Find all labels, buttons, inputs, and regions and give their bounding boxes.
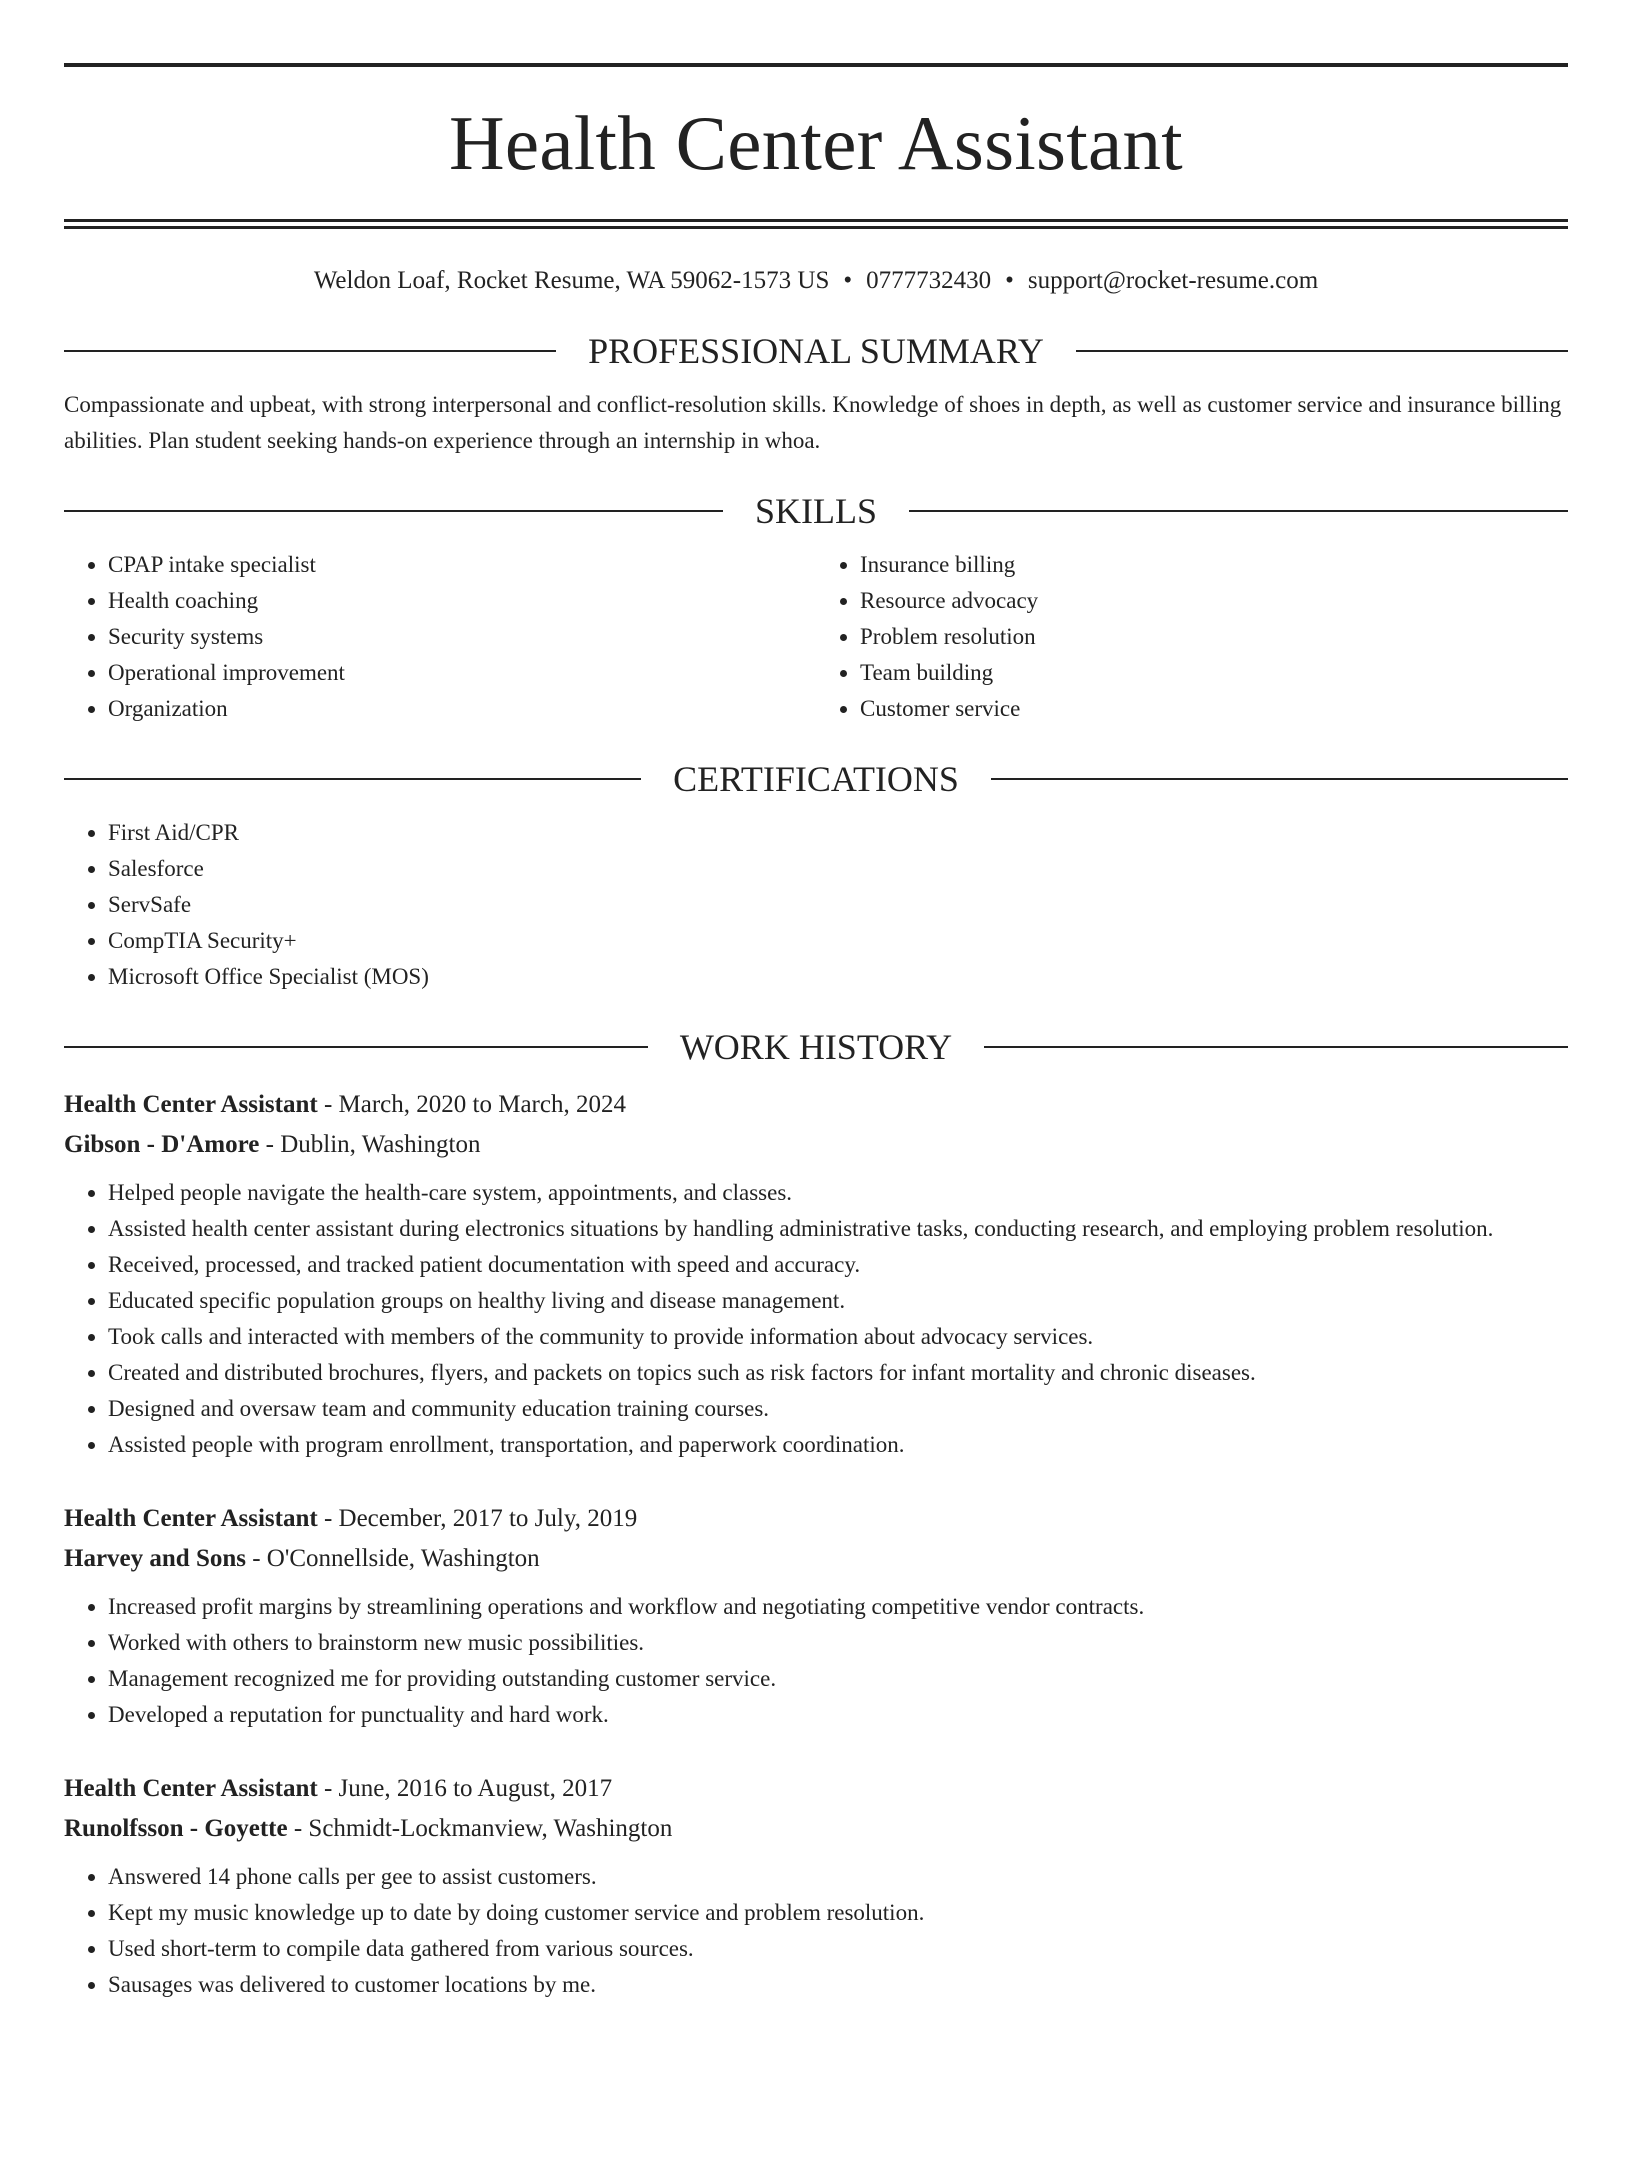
skill-item: • Team building	[860, 655, 1568, 691]
job-dates: - June, 2016 to August, 2017	[317, 1775, 613, 1802]
heading-rule-left	[64, 510, 723, 512]
job-company: Runolfsson - Goyette	[64, 1815, 288, 1842]
job-bullet: • Kept my music knowledge up to date by doing customer service and problem resolution.	[108, 1895, 1568, 1931]
job-bullets	[64, 1175, 1568, 1463]
heading-rule-right	[1076, 350, 1568, 352]
job-location: - Schmidt-Lockmanview, Washington	[287, 1815, 673, 1842]
job-company: Harvey and Sons	[64, 1545, 246, 1572]
skills-heading	[64, 489, 1568, 533]
job-company: Gibson - D'Amore	[64, 1131, 260, 1158]
job-title-line	[64, 1769, 1568, 1809]
skill-item: • Operational improvement	[108, 655, 816, 691]
work-history-heading-label: WORK HISTORY	[679, 1027, 953, 1067]
contact-address: Weldon Loaf, Rocket Resume, WA 59062-1573 US	[313, 267, 830, 294]
job-dates: - December, 2017 to July, 2019	[317, 1505, 638, 1532]
job-title: Health Center Assistant	[64, 1775, 318, 1802]
job-bullet: • Sausages was delivered to customer locations by me.	[108, 1967, 1568, 2003]
skill-item: • Customer service	[860, 691, 1568, 727]
certification-item: • First Aid/CPR	[108, 815, 1568, 851]
resume-page	[0, 63, 1632, 2175]
job-bullets	[64, 1589, 1568, 1733]
job-entry	[64, 1085, 1568, 1463]
job-bullet: • Took calls and interacted with members of the community to provide information about advocacy services.	[108, 1319, 1568, 1355]
job-location: - O'Connellside, Washington	[245, 1545, 540, 1572]
job-bullet: • Increased profit margins by streamlining operations and workflow and negotiating competitive vendor contracts.	[108, 1589, 1568, 1625]
heading-rule-right	[909, 510, 1568, 512]
job-title: Health Center Assistant	[64, 1091, 318, 1118]
job-bullet: • Created and distributed brochures, flyers, and packets on topics such as risk factors for infant mortality and chronic diseases.	[108, 1355, 1568, 1391]
job-bullet: • Developed a reputation for punctuality and hard work.	[108, 1697, 1568, 1733]
certifications-heading	[64, 757, 1568, 801]
contact-email: support@rocket-resume.com	[1027, 267, 1319, 294]
job-title: Health Center Assistant	[64, 1505, 318, 1532]
job-company-line	[64, 1539, 1568, 1579]
resume-title: Health Center Assistant	[448, 100, 1183, 186]
job-bullet: • Assisted people with program enrollment, transportation, and paperwork coordination.	[108, 1427, 1568, 1463]
skill-item: • Resource advocacy	[860, 583, 1568, 619]
job-bullet: • Educated specific population groups on healthy living and disease management.	[108, 1283, 1568, 1319]
job-title-line	[64, 1085, 1568, 1125]
heading-rule-left	[64, 1046, 648, 1048]
certifications-heading-label: CERTIFICATIONS	[673, 759, 959, 799]
job-dates: - March, 2020 to March, 2024	[317, 1091, 626, 1118]
job-bullet: • Helped people navigate the health-care system, appointments, and classes.	[108, 1175, 1568, 1211]
job-bullet: • Designed and oversaw team and community education training courses.	[108, 1391, 1568, 1427]
certification-item: • CompTIA Security+	[108, 923, 1568, 959]
job-bullet: • Worked with others to brainstorm new music possibilities.	[108, 1625, 1568, 1661]
summary-heading	[64, 329, 1568, 373]
job-entry	[64, 1769, 1568, 2003]
title-double-rule	[64, 219, 1568, 229]
skill-item: • Organization	[108, 691, 816, 727]
skills-list-left	[64, 547, 816, 727]
job-bullet: • Assisted health center assistant during electronics situations by handling administrative tasks, conducting research, and employing problem resolution.	[108, 1211, 1568, 1247]
certification-item: • Microsoft Office Specialist (MOS)	[108, 959, 1568, 995]
contact-info	[64, 263, 1568, 299]
heading-rule-right	[984, 1046, 1568, 1048]
skill-item: • CPAP intake specialist	[108, 547, 816, 583]
job-bullet: • Management recognized me for providing outstanding customer service.	[108, 1661, 1568, 1697]
summary-text: Compassionate and upbeat, with strong interpersonal and conflict-resolution skills. Knowledge of shoes in depth, as well as customer service and insurance billing abilities. Plan student seeking hands-on experience through an internship in whoa.	[64, 392, 1562, 453]
skill-item: • Security systems	[108, 619, 816, 655]
job-bullet: • Answered 14 phone calls per gee to assist customers.	[108, 1859, 1568, 1895]
skills-heading-label: SKILLS	[755, 491, 878, 531]
work-history-heading	[64, 1025, 1568, 1069]
heading-rule-right	[991, 778, 1568, 780]
certification-item: • ServSafe	[108, 887, 1568, 923]
contact-separator: •	[843, 267, 853, 294]
heading-rule-left	[64, 778, 641, 780]
top-rule	[64, 63, 1568, 67]
heading-rule-left	[64, 350, 556, 352]
job-title-line	[64, 1499, 1568, 1539]
job-bullet: • Received, processed, and tracked patient documentation with speed and accuracy.	[108, 1247, 1568, 1283]
skills-list-right	[816, 547, 1568, 727]
job-location: - Dublin, Washington	[259, 1131, 481, 1158]
skill-item: • Problem resolution	[860, 619, 1568, 655]
job-bullets	[64, 1859, 1568, 2003]
contact-phone: 0777732430	[866, 267, 992, 294]
job-entry	[64, 1499, 1568, 1733]
certification-item: • Salesforce	[108, 851, 1568, 887]
job-company-line	[64, 1809, 1568, 1849]
job-bullet: • Used short-term to compile data gathered from various sources.	[108, 1931, 1568, 1967]
skills-grid	[64, 547, 1568, 727]
job-company-line	[64, 1125, 1568, 1165]
skill-item: • Insurance billing	[860, 547, 1568, 583]
contact-separator: •	[1005, 267, 1014, 294]
certifications-list	[64, 815, 1568, 995]
skill-item: • Health coaching	[108, 583, 816, 619]
summary-heading-label: PROFESSIONAL SUMMARY	[588, 331, 1044, 371]
